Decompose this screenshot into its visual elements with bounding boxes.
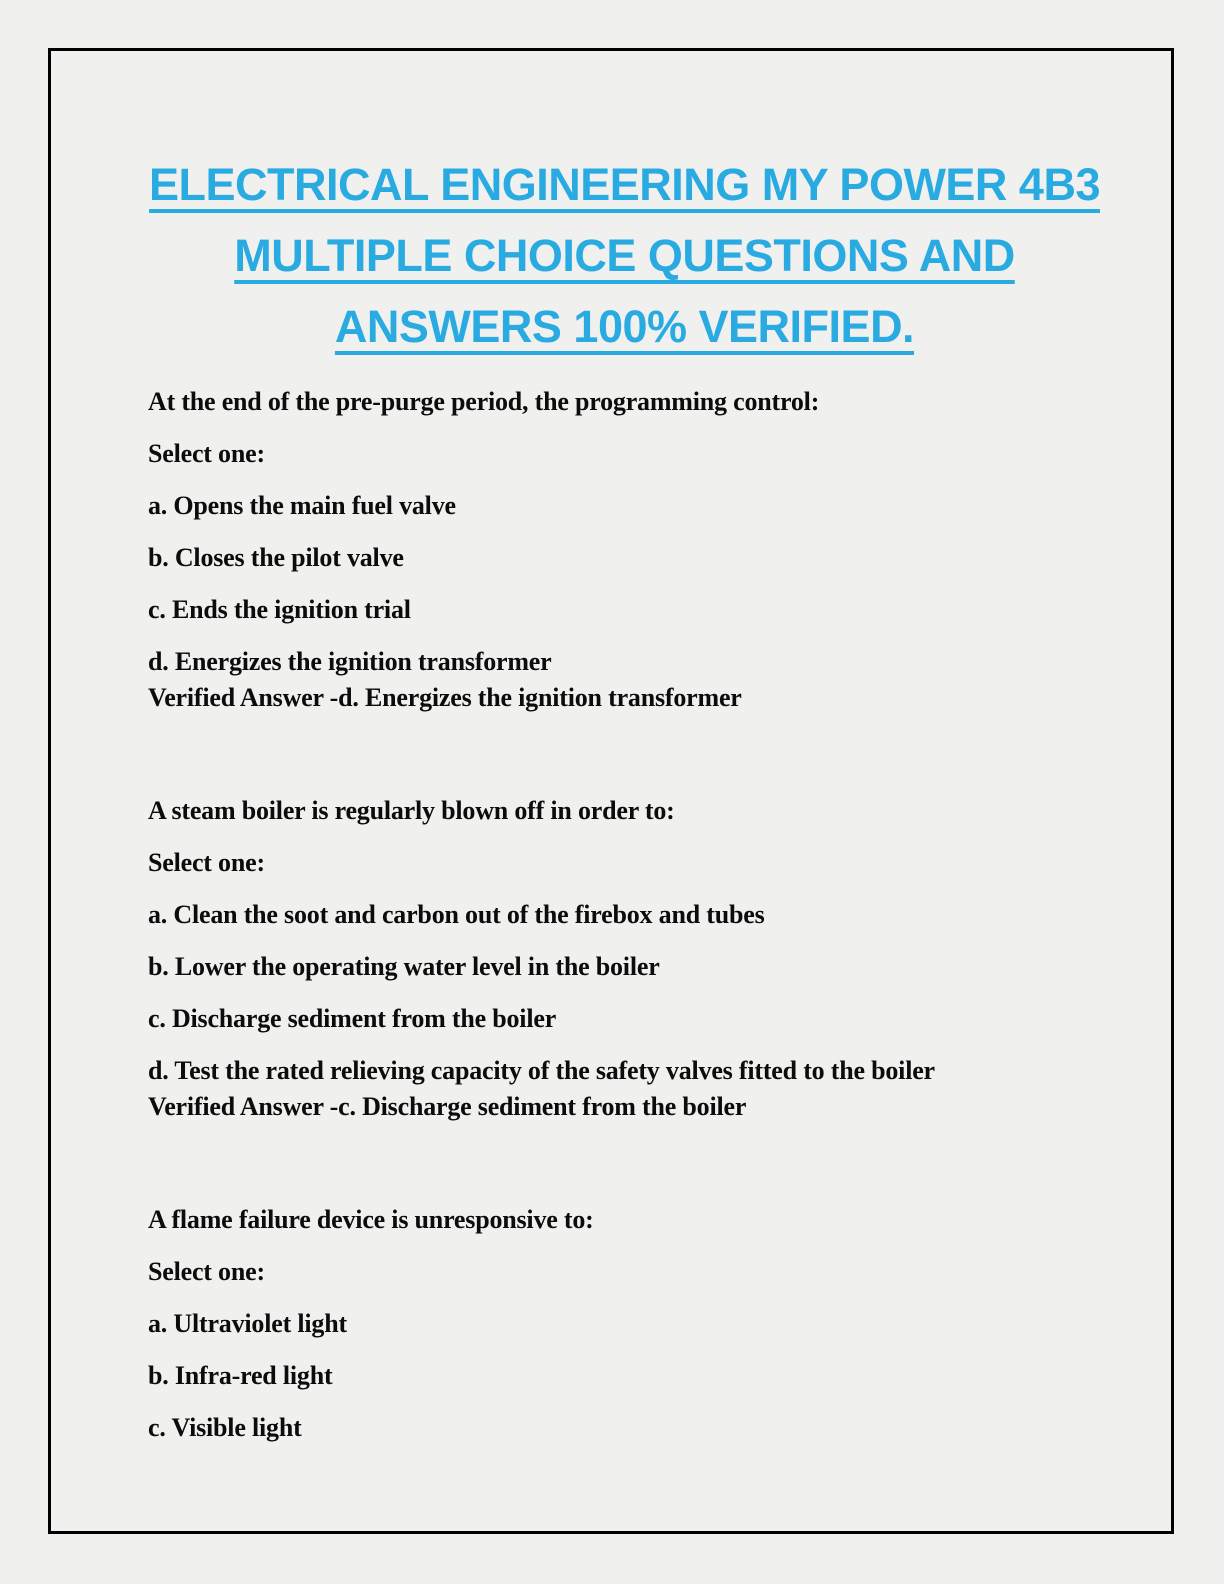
verified-answer: Verified Answer -d. Energizes the ignition transformer — [148, 683, 742, 712]
option-b: b. Lower the operating water level in the boiler — [148, 952, 660, 981]
questions-section — [148, 384, 1101, 1446]
document-title-line-2: MULTIPLE CHOICE QUESTIONS AND — [234, 230, 1015, 281]
option-c: c. Visible light — [148, 1413, 302, 1442]
option-d: d. Energizes the ignition transformer — [148, 647, 552, 676]
question-block-2 — [148, 793, 1101, 1125]
option-a: a. Ultraviolet light — [148, 1309, 347, 1338]
document-title-line-1: ELECTRICAL ENGINEERING MY POWER 4B3 — [149, 159, 1100, 210]
document-title — [148, 149, 1101, 362]
option-b: b. Closes the pilot valve — [148, 543, 404, 572]
option-a: a. Clean the soot and carbon out of the firebox and tubes — [148, 900, 765, 929]
select-one-label: Select one: — [148, 1257, 265, 1286]
option-c: c. Discharge sediment from the boiler — [148, 1004, 557, 1033]
option-a: a. Opens the main fuel valve — [148, 491, 456, 520]
select-one-label: Select one: — [148, 439, 265, 468]
select-one-label: Select one: — [148, 848, 265, 877]
option-d: d. Test the rated relieving capacity of the safety valves fitted to the boiler — [148, 1056, 935, 1085]
option-b: b. Infra-red light — [148, 1361, 333, 1390]
document-page — [48, 48, 1174, 1534]
question-text: A flame failure device is unresponsive to: — [148, 1205, 594, 1234]
question-block-3 — [148, 1202, 1101, 1446]
option-d-with-verified-answer — [148, 1053, 1101, 1125]
question-text: A steam boiler is regularly blown off in order to: — [148, 796, 675, 825]
question-text: At the end of the pre-purge period, the programming control: — [148, 387, 820, 416]
verified-answer: Verified Answer -c. Discharge sediment from the boiler — [148, 1092, 747, 1121]
document-title-line-3: ANSWERS 100% VERIFIED. — [334, 301, 915, 352]
question-block-1 — [148, 384, 1101, 716]
option-d-with-verified-answer — [148, 644, 1101, 716]
document-content — [51, 51, 1171, 1446]
option-c: c. Ends the ignition trial — [148, 595, 411, 624]
